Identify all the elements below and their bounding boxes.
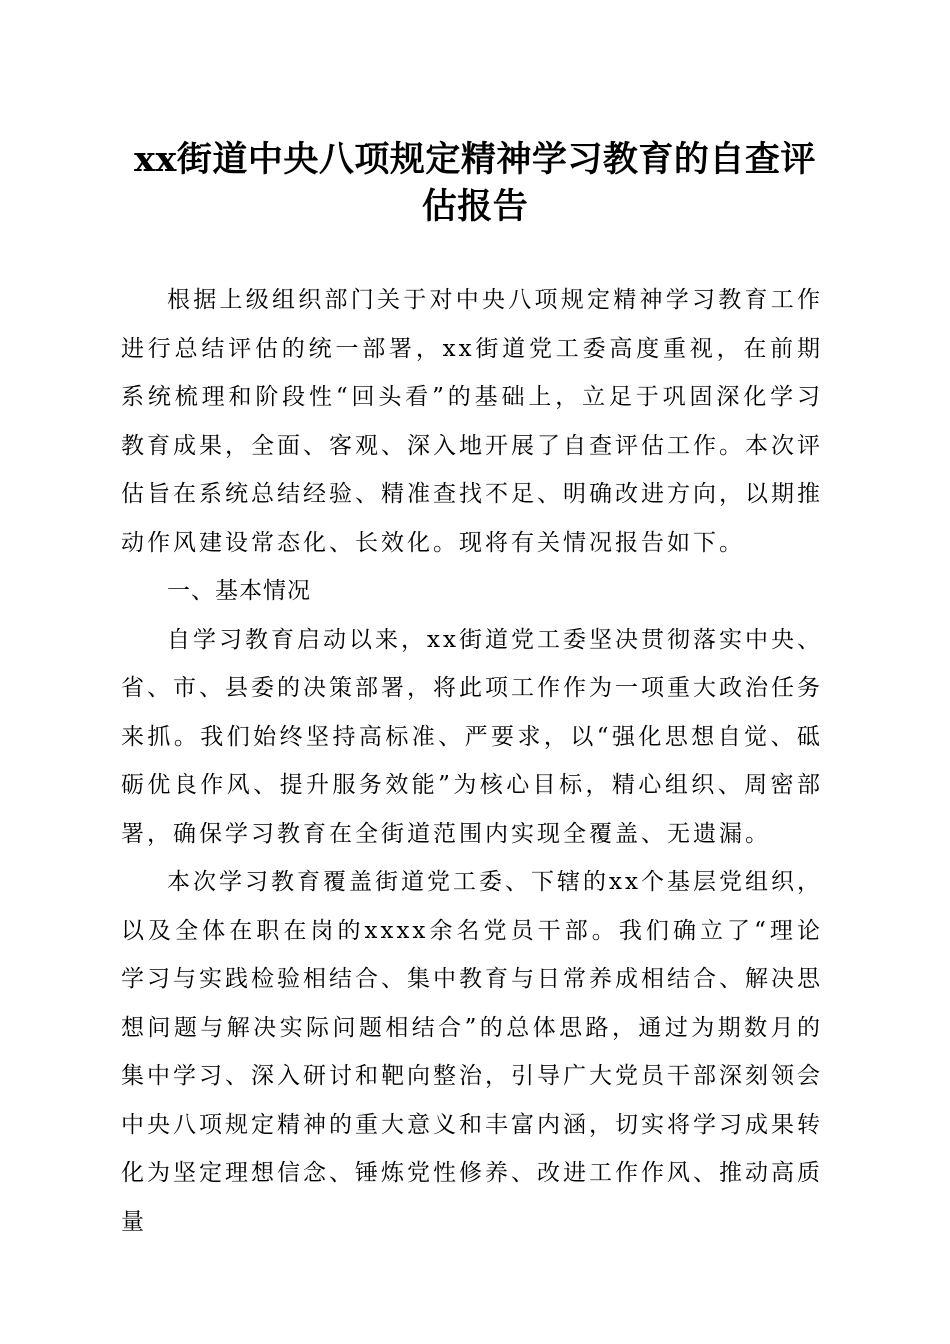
section1-paragraph-2: 本次学习教育覆盖街道党工委、下辖的xx个基层党组织，以及全体在职在岗的xxxx余名党员干部。我们确立了“理论学习与实践检验相结合、集中教育与日常养成相结合、解决思想问题与解决实际问题相结合”的总体思路，通过为期数月的集中学习、深入研讨和靶向整治，引导广大党员干部深刻领会中央八项规定精神的重大意义和丰富内涵，切实将学习成果转化为坚定理想信念、锤炼党性修养、改进工作作风、推动高质量 <box>121 869 823 1235</box>
section1-paragraph-1: 自学习教育启动以来，xx街道党工委坚决贯彻落实中央、省、市、县委的决策部署，将此项工作作为一项重大政治任务来抓。我们始终坚持高标准、严要求，以“强化思想自觉、砥砺优良作风、提升服务效能”为核心目标，精心组织、周密部署，确保学习教育在全街道范围内实现全覆盖、无遗漏。 <box>121 626 823 847</box>
document-title: xx街道中央八项规定精神学习教育的自查评估报告 <box>134 139 816 227</box>
section-heading-basic-situation: 一、基本情况 <box>167 578 311 604</box>
document-body <box>121 276 823 1246</box>
intro-paragraph: 根据上级组织部门关于对中央八项规定精神学习教育工作进行总结评估的统一部署，xx街道党工委高度重视，在前期系统梳理和阶段性“回头看”的基础上，立足于巩固深化学习教育成果，全面、客观、深入地开展了自查评估工作。本次评估旨在系统总结经验、精准查找不足、明确改进方向，以期推动作风建设常态化、长效化。现将有关情况报告如下。 <box>121 287 823 556</box>
